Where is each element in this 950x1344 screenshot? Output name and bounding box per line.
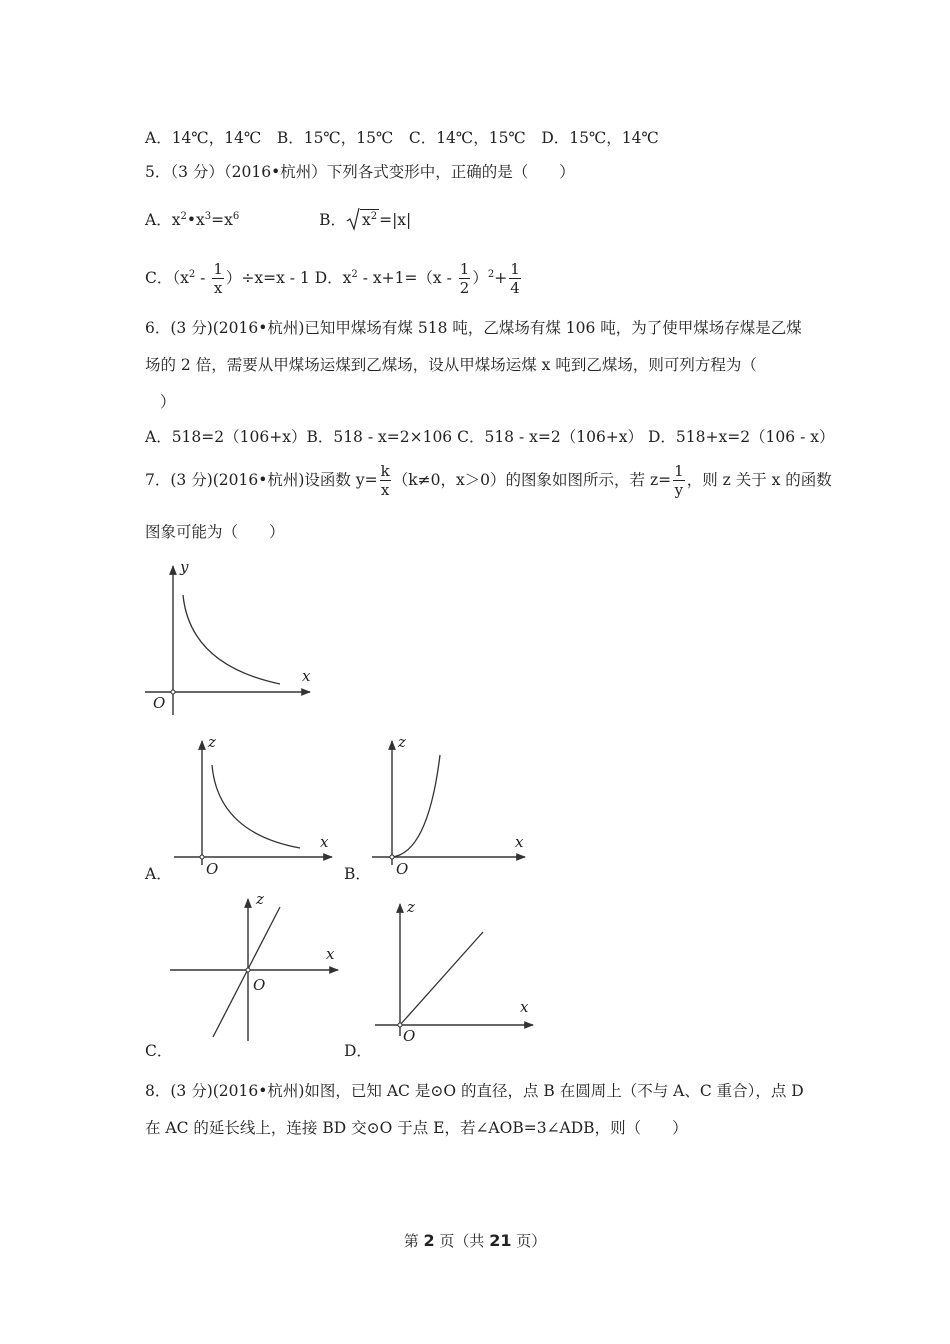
q8-line1: 8．(3 分)(2016•杭州)如图，已知 AC 是⊙O 的直径，点 B 在圆周上（不与 A、C 重合），点 D <box>145 1082 804 1100</box>
origin-point <box>200 855 204 859</box>
option-d-graph <box>373 900 538 1040</box>
decreasing-curve <box>212 765 300 848</box>
q7-f1-num: k <box>380 462 390 480</box>
footer-page-number: 2 <box>423 1231 435 1250</box>
origin-point <box>246 968 250 972</box>
q5-c-fraction <box>212 262 224 296</box>
q7-mid: （k≠0，x＞0）的图象如图所示，若 z= <box>392 471 672 489</box>
q5-d-exp: 2 <box>351 269 358 280</box>
q7-fraction-1-y <box>673 464 685 498</box>
option-d-z-label: z <box>407 898 415 916</box>
q7-fraction-k-x <box>380 464 391 498</box>
option-c-graph <box>168 895 343 1045</box>
radical-sign-icon <box>346 207 360 231</box>
q5-d-fraction1 <box>459 262 471 296</box>
q5-d-close: ） <box>472 269 488 287</box>
q5-b-label: B． <box>319 211 346 229</box>
q5-c-label: C．（x <box>145 269 189 287</box>
q7-f2-den: y <box>674 481 684 499</box>
q5-a-label: A．x <box>145 211 181 229</box>
q5-d-fraction2 <box>509 262 521 296</box>
q5-d-num1: 1 <box>459 260 470 278</box>
q5-d-plus: + <box>494 269 508 287</box>
q5-d-den2: 4 <box>510 279 520 297</box>
option-c-label: C． <box>145 1042 173 1060</box>
footer-mid: 页（共 <box>434 1232 490 1250</box>
q7-main-origin: O <box>153 694 166 712</box>
q5-stem: 5．（3 分）（2016•杭州）下列各式变形中，正确的是（ ） <box>145 163 575 181</box>
q5-options-cd <box>145 262 523 296</box>
q7-f2-num: 1 <box>674 462 684 480</box>
q7-line1 <box>145 464 832 498</box>
q5-d-exp2: 2 <box>487 269 495 280</box>
q5-b-rad: x <box>361 211 371 229</box>
option-c-origin: O <box>253 976 266 994</box>
option-c-x-label: x <box>326 945 335 963</box>
option-a-x-label: x <box>320 833 329 851</box>
option-a-origin: O <box>206 860 219 878</box>
q5-c-minus: - <box>195 269 211 287</box>
option-b-z-label: z <box>398 733 406 751</box>
q5-a-eq: =x <box>211 211 233 229</box>
q5-b-tail: =|x| <box>379 211 412 229</box>
footer-post: 页） <box>511 1232 547 1250</box>
q5-d-mid: - x+1=（x - <box>357 269 457 287</box>
q8-line2: 在 AC 的延长线上，连接 BD 交⊙O 于点 E，若∠AOB=3∠ADB，则（ ） <box>145 1119 688 1137</box>
q5-d-den1: 2 <box>459 279 470 297</box>
q6-line3: ） <box>160 393 176 411</box>
q5-a-exp3: 6 <box>232 211 240 222</box>
option-b-label: B． <box>344 865 371 883</box>
option-a-label: A． <box>145 865 172 883</box>
q5-b-rad-exp: 2 <box>370 211 378 222</box>
origin-point <box>398 1023 402 1027</box>
q6-line1: 6．(3 分)(2016•杭州)已知甲煤场有煤 518 吨，乙煤场有煤 106 吨，为了使甲煤场存煤是乙煤 <box>145 319 802 337</box>
hyperbola-curve <box>183 595 280 684</box>
q5-c-tail: ）÷x=x - 1 D．x <box>225 269 352 287</box>
origin-point <box>390 855 394 859</box>
q7-main-y-label: y <box>180 558 189 576</box>
q7-pre: 7．(3 分)(2016•杭州)设函数 y= <box>145 471 378 489</box>
option-d-x-label: x <box>520 998 529 1016</box>
q7-main-graph <box>140 560 330 720</box>
q5-a-exp1: 2 <box>180 211 187 222</box>
page-footer <box>0 1230 950 1251</box>
q5-c-den: x <box>213 279 223 297</box>
footer-total-pages: 21 <box>489 1231 512 1250</box>
q7-post: ，则 z 关于 x 的函数 <box>686 471 832 489</box>
option-b-origin: O <box>396 860 409 878</box>
option-a-graph <box>172 735 337 870</box>
q5-c-num: 1 <box>213 260 223 278</box>
option-c-z-label: z <box>256 890 264 908</box>
q5-a-mid: •x <box>186 211 205 229</box>
q6-options: A．518=2（106+x）B．518 - x=2×106 C．518 - x=2（106+x） D．518+x=2（106 - x） <box>145 428 835 446</box>
q7-line2: 图象可能为（ ） <box>145 523 285 541</box>
q5-d-num2: 1 <box>510 260 520 278</box>
q7-f1-den: x <box>380 481 390 499</box>
option-b-x-label: x <box>515 833 524 851</box>
option-d-label: D． <box>344 1042 372 1060</box>
q4-options: A．14℃，14℃ B．15℃，15℃ C．14℃，15℃ D．15℃，14℃ <box>145 129 659 147</box>
option-a-z-label: z <box>208 733 216 751</box>
q7-main-x-label: x <box>302 667 311 685</box>
q5-c-exp: 2 <box>188 269 196 280</box>
q6-line2: 场的 2 倍，需要从甲煤场运煤到乙煤场，设从甲煤场运煤 x 吨到乙煤场，则可列方程为（ <box>145 356 757 374</box>
parabola-curve <box>392 755 440 857</box>
q5-a-exp2: 3 <box>204 211 212 222</box>
footer-pre: 第 <box>403 1232 424 1250</box>
q5-options-ab <box>145 208 411 230</box>
ray-from-origin <box>400 932 483 1025</box>
option-d-origin: O <box>403 1027 416 1045</box>
origin-point <box>171 690 175 694</box>
q5-b-sqrt <box>346 209 379 229</box>
option-b-graph <box>370 735 535 870</box>
